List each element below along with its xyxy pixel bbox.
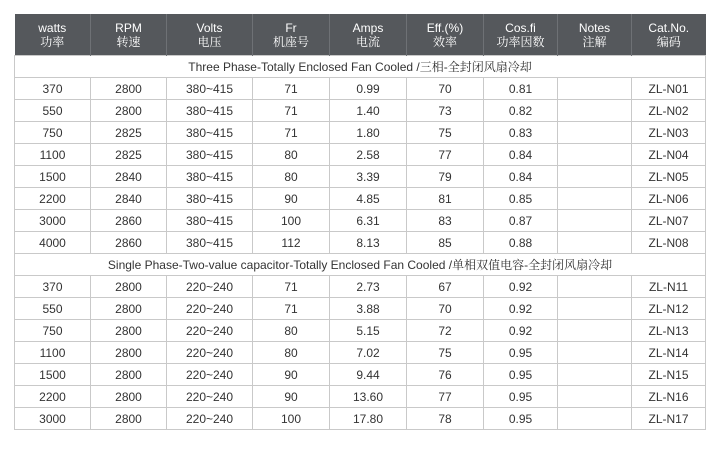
cell-cat-no: ZL-N07 (632, 210, 706, 232)
cell-amps: 9.44 (330, 364, 407, 386)
table-row (15, 386, 706, 408)
header-label-cn: 机座号 (272, 34, 309, 49)
motor-spec-table (14, 14, 706, 430)
cell-cat-no: ZL-N12 (632, 298, 706, 320)
header-label-cn: 编码 (656, 34, 681, 49)
cell-cat-no: ZL-N15 (632, 364, 706, 386)
cell-amps: 13.60 (330, 386, 407, 408)
cell-frame: 100 (253, 210, 330, 232)
cell-efficiency: 79 (407, 166, 484, 188)
cell-frame: 71 (253, 78, 330, 100)
cell-cat-no: ZL-N04 (632, 144, 706, 166)
cell-watts: 370 (15, 276, 91, 298)
header-frame (253, 14, 330, 56)
cell-rpm: 2800 (91, 320, 167, 342)
cell-amps: 8.13 (330, 232, 407, 254)
cell-cos-fi: 0.88 (484, 232, 558, 254)
cell-volts: 380~415 (167, 166, 253, 188)
cell-efficiency: 85 (407, 232, 484, 254)
cell-frame: 90 (253, 364, 330, 386)
header-volts (167, 14, 253, 56)
cell-frame: 90 (253, 188, 330, 210)
cell-volts: 220~240 (167, 364, 253, 386)
cell-notes (558, 320, 632, 342)
cell-watts: 1100 (15, 144, 91, 166)
cell-frame: 80 (253, 166, 330, 188)
header-cat-no (632, 14, 706, 56)
header-label-cn: 注解 (582, 34, 607, 49)
cell-watts: 3000 (15, 210, 91, 232)
cell-rpm: 2800 (91, 386, 167, 408)
cell-rpm: 2825 (91, 144, 167, 166)
cell-volts: 380~415 (167, 78, 253, 100)
cell-rpm: 2860 (91, 232, 167, 254)
cell-notes (558, 166, 632, 188)
header-rpm (91, 14, 167, 56)
header-label-en: Cat.No. (648, 20, 690, 35)
header-label-cn: 功率 (40, 34, 65, 49)
cell-cat-no: ZL-N16 (632, 386, 706, 408)
cell-efficiency: 78 (407, 408, 484, 430)
cell-watts: 550 (15, 100, 91, 122)
header-amps (330, 14, 407, 56)
cell-cos-fi: 0.83 (484, 122, 558, 144)
cell-cos-fi: 0.95 (484, 408, 558, 430)
section-title-row (15, 56, 706, 78)
spec-table-container (14, 14, 705, 430)
cell-volts: 380~415 (167, 188, 253, 210)
cell-efficiency: 70 (407, 298, 484, 320)
cell-notes (558, 122, 632, 144)
header-label-en: Eff.(%) (426, 20, 464, 35)
section-title: Single Phase-Two-value capacitor-Totally Enclosed Fan Cooled /单相双值电容-全封闭风扇冷却 (15, 254, 706, 276)
cell-cat-no: ZL-N03 (632, 122, 706, 144)
cell-frame: 112 (253, 232, 330, 254)
table-row (15, 320, 706, 342)
table-row (15, 78, 706, 100)
section-title: Three Phase-Totally Enclosed Fan Cooled /三相-全封闭风扇冷却 (15, 56, 706, 78)
cell-amps: 0.99 (330, 78, 407, 100)
header-notes (558, 14, 632, 56)
cell-amps: 3.88 (330, 298, 407, 320)
header-label-cn: 电压 (197, 34, 222, 49)
header-cos-fi (484, 14, 558, 56)
cell-notes (558, 78, 632, 100)
cell-frame: 71 (253, 100, 330, 122)
cell-cos-fi: 0.95 (484, 342, 558, 364)
cell-frame: 71 (253, 122, 330, 144)
cell-cat-no: ZL-N11 (632, 276, 706, 298)
header-watts (15, 14, 91, 56)
cell-efficiency: 77 (407, 144, 484, 166)
cell-volts: 220~240 (167, 298, 253, 320)
cell-efficiency: 76 (407, 364, 484, 386)
cell-volts: 220~240 (167, 276, 253, 298)
cell-cos-fi: 0.92 (484, 298, 558, 320)
cell-amps: 2.73 (330, 276, 407, 298)
cell-cat-no: ZL-N02 (632, 100, 706, 122)
cell-cos-fi: 0.84 (484, 144, 558, 166)
cell-amps: 6.31 (330, 210, 407, 232)
table-row (15, 210, 706, 232)
cell-rpm: 2800 (91, 100, 167, 122)
cell-amps: 5.15 (330, 320, 407, 342)
table-row (15, 166, 706, 188)
cell-notes (558, 144, 632, 166)
table-header (15, 14, 706, 56)
cell-amps: 4.85 (330, 188, 407, 210)
cell-cat-no: ZL-N14 (632, 342, 706, 364)
cell-watts: 550 (15, 298, 91, 320)
cell-rpm: 2800 (91, 276, 167, 298)
cell-cos-fi: 0.95 (484, 364, 558, 386)
cell-efficiency: 83 (407, 210, 484, 232)
cell-rpm: 2800 (91, 298, 167, 320)
table-body (15, 56, 706, 430)
cell-volts: 220~240 (167, 386, 253, 408)
cell-cos-fi: 0.92 (484, 276, 558, 298)
cell-rpm: 2800 (91, 342, 167, 364)
cell-notes (558, 298, 632, 320)
header-row (15, 14, 706, 56)
header-label-en: RPM (115, 20, 142, 35)
cell-watts: 750 (15, 122, 91, 144)
cell-notes (558, 210, 632, 232)
cell-frame: 80 (253, 320, 330, 342)
header-label-en: Amps (352, 20, 384, 35)
header-label-en: Fr (285, 20, 297, 35)
header-label-en: Notes (578, 20, 611, 35)
header-label-cn: 效率 (432, 34, 457, 49)
cell-volts: 380~415 (167, 122, 253, 144)
cell-amps: 1.40 (330, 100, 407, 122)
cell-cat-no: ZL-N01 (632, 78, 706, 100)
cell-notes (558, 342, 632, 364)
cell-cos-fi: 0.84 (484, 166, 558, 188)
cell-efficiency: 67 (407, 276, 484, 298)
cell-rpm: 2840 (91, 188, 167, 210)
table-row (15, 144, 706, 166)
cell-notes (558, 408, 632, 430)
header-label-en: watts (38, 20, 67, 35)
cell-rpm: 2800 (91, 408, 167, 430)
cell-efficiency: 73 (407, 100, 484, 122)
cell-volts: 220~240 (167, 342, 253, 364)
table-row (15, 232, 706, 254)
cell-frame: 80 (253, 144, 330, 166)
header-label-cn: 电流 (355, 34, 380, 49)
table-row (15, 122, 706, 144)
header-efficiency (407, 14, 484, 56)
header-label-cn: 功率因数 (496, 34, 545, 49)
table-row (15, 364, 706, 386)
cell-notes (558, 364, 632, 386)
cell-rpm: 2825 (91, 122, 167, 144)
cell-efficiency: 75 (407, 122, 484, 144)
cell-watts: 3000 (15, 408, 91, 430)
cell-cos-fi: 0.92 (484, 320, 558, 342)
cell-volts: 380~415 (167, 144, 253, 166)
cell-watts: 370 (15, 78, 91, 100)
cell-cos-fi: 0.95 (484, 386, 558, 408)
cell-frame: 71 (253, 298, 330, 320)
table-row (15, 408, 706, 430)
cell-notes (558, 276, 632, 298)
cell-watts: 1100 (15, 342, 91, 364)
header-label-en: Volts (196, 20, 223, 35)
cell-cos-fi: 0.82 (484, 100, 558, 122)
cell-amps: 7.02 (330, 342, 407, 364)
header-label-en: Cos.fi (505, 20, 536, 35)
cell-efficiency: 77 (407, 386, 484, 408)
cell-watts: 2200 (15, 188, 91, 210)
header-label-cn: 转速 (116, 34, 141, 49)
cell-cos-fi: 0.87 (484, 210, 558, 232)
section-title-row (15, 254, 706, 276)
cell-cat-no: ZL-N06 (632, 188, 706, 210)
cell-watts: 2200 (15, 386, 91, 408)
table-row (15, 100, 706, 122)
cell-rpm: 2800 (91, 364, 167, 386)
cell-cat-no: ZL-N05 (632, 166, 706, 188)
cell-watts: 1500 (15, 166, 91, 188)
cell-amps: 2.58 (330, 144, 407, 166)
cell-amps: 1.80 (330, 122, 407, 144)
cell-watts: 4000 (15, 232, 91, 254)
cell-notes (558, 386, 632, 408)
cell-frame: 90 (253, 386, 330, 408)
cell-frame: 100 (253, 408, 330, 430)
table-row (15, 298, 706, 320)
cell-notes (558, 232, 632, 254)
cell-volts: 380~415 (167, 210, 253, 232)
table-row (15, 276, 706, 298)
cell-rpm: 2860 (91, 210, 167, 232)
cell-volts: 220~240 (167, 320, 253, 342)
cell-volts: 380~415 (167, 100, 253, 122)
cell-rpm: 2840 (91, 166, 167, 188)
cell-volts: 220~240 (167, 408, 253, 430)
table-row (15, 342, 706, 364)
table-row (15, 188, 706, 210)
cell-cos-fi: 0.85 (484, 188, 558, 210)
cell-volts: 380~415 (167, 232, 253, 254)
cell-frame: 71 (253, 276, 330, 298)
cell-rpm: 2800 (91, 78, 167, 100)
cell-notes (558, 188, 632, 210)
cell-cat-no: ZL-N08 (632, 232, 706, 254)
cell-amps: 17.80 (330, 408, 407, 430)
cell-notes (558, 100, 632, 122)
cell-efficiency: 70 (407, 78, 484, 100)
cell-efficiency: 81 (407, 188, 484, 210)
cell-watts: 1500 (15, 364, 91, 386)
cell-cat-no: ZL-N17 (632, 408, 706, 430)
cell-amps: 3.39 (330, 166, 407, 188)
cell-efficiency: 75 (407, 342, 484, 364)
cell-frame: 80 (253, 342, 330, 364)
cell-cat-no: ZL-N13 (632, 320, 706, 342)
cell-efficiency: 72 (407, 320, 484, 342)
cell-cos-fi: 0.81 (484, 78, 558, 100)
cell-watts: 750 (15, 320, 91, 342)
